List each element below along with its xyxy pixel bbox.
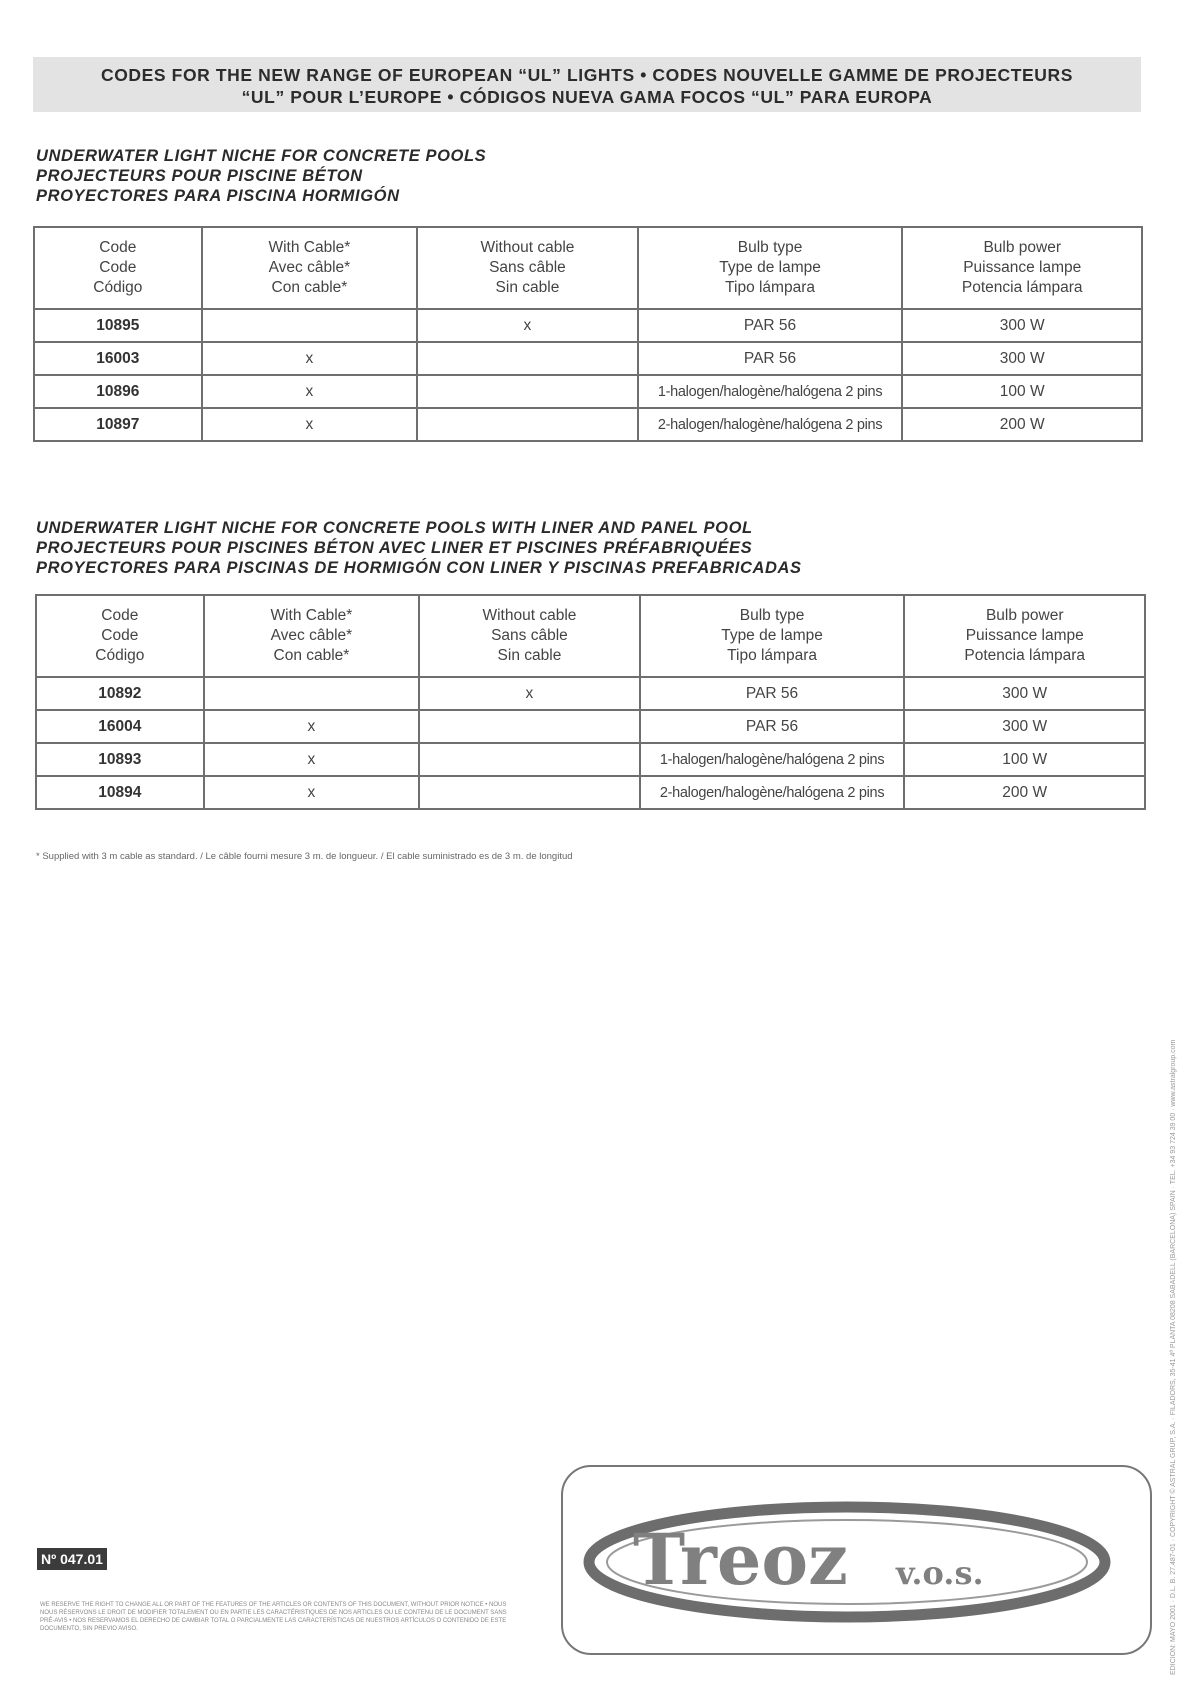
col-without-cable-header: Without cable Sans câble Sin cable <box>417 227 638 309</box>
table-row <box>34 375 1142 408</box>
section1-title-en: UNDERWATER LIGHT NICHE FOR CONCRETE POOLS <box>36 147 487 165</box>
col-without-cable-header: Without cable Sans câble Sin cable <box>419 595 640 677</box>
cell-bulb-type: PAR 56 <box>638 342 903 375</box>
logo-suffix-text: v.o.s. <box>896 1554 984 1592</box>
cell-code: 10896 <box>34 375 202 408</box>
header-band <box>33 57 1141 112</box>
cell-code: 10897 <box>34 408 202 441</box>
logo-stamp-frame <box>561 1465 1152 1655</box>
cell-code: 16003 <box>34 342 202 375</box>
cell-code: 10894 <box>36 776 204 809</box>
section1-title-es: PROYECTORES PARA PISCINA HORMIGÓN <box>36 187 400 205</box>
header-line-1: CODES FOR THE NEW RANGE OF EUROPEAN “UL” LIGHTS • CODES NOUVELLE GAMME DE PROJECTEURS <box>100 65 1074 85</box>
col-bulb-type-header: Bulb type Type de lampe Tipo lámpara <box>638 227 903 309</box>
cell-code: 10893 <box>36 743 204 776</box>
cell-without-cable: x <box>419 677 640 710</box>
section1-table <box>33 226 1143 442</box>
table-header-row <box>34 227 1142 309</box>
cell-with-cable: x <box>204 743 420 776</box>
col-with-cable-header: With Cable* Avec câble* Con cable* <box>202 227 418 309</box>
table-row <box>36 743 1145 776</box>
cell-without-cable <box>417 342 638 375</box>
cell-without-cable <box>417 375 638 408</box>
cell-with-cable: x <box>202 408 418 441</box>
cell-bulb-power: 200 W <box>902 408 1142 441</box>
cell-bulb-type: 1-halogen/halogène/halógena 2 pins <box>638 375 903 408</box>
cell-bulb-power: 300 W <box>902 309 1142 342</box>
cell-bulb-power: 300 W <box>904 710 1145 743</box>
cell-with-cable: x <box>204 710 420 743</box>
table-row <box>36 776 1145 809</box>
cell-without-cable: x <box>417 309 638 342</box>
table-row <box>34 408 1142 441</box>
table-row <box>36 677 1145 710</box>
section2-title-es: PROYECTORES PARA PISCINAS DE HORMIGÓN CON LINER Y PISCINAS PREFABRICADAS <box>36 559 802 577</box>
cell-bulb-type: PAR 56 <box>640 710 905 743</box>
col-bulb-power-header: Bulb power Puissance lampe Potencia lámpara <box>902 227 1142 309</box>
cell-with-cable <box>202 309 418 342</box>
section1-title <box>36 146 486 206</box>
cell-bulb-power: 100 W <box>902 375 1142 408</box>
col-bulb-power-header: Bulb power Puissance lampe Potencia lámpara <box>904 595 1145 677</box>
logo-main-text: Treoz <box>633 1518 848 1601</box>
cell-with-cable <box>204 677 420 710</box>
cell-code: 10892 <box>36 677 204 710</box>
cell-without-cable <box>419 710 640 743</box>
disclaimer-text: WE RESERVE THE RIGHT TO CHANGE ALL OR PART OF THE FEATURES OF THE ARTICLES OR CONTENTS OF THIS DOCUMENT, WITHOUT PRIOR NOTICE • NOUS NOUS RÉSERVONS LE DROIT DE MODIFIER TOTALEMENT OU EN PARTIE LES CARACTÉRISTIQUES DE NOS ARTICLES OU LE CONTENU DE LE DOCUMENT SANS PRÉ-AVIS • NOS RESERVAMOS EL DERECHO DE CAMBIAR TOTAL O PARCIALMENTE LAS CARACTERÍSTICAS DE NUESTROS ARTÍCULOS O CONTENIDO DE ESTE DOCUMENTO, SIN PREVIO AVISO. <box>40 1602 507 1632</box>
treoz-logo <box>563 1467 1150 1653</box>
section2-title-fr: PROJECTEURS POUR PISCINES BÉTON AVEC LINER ET PISCINES PRÉFABRIQUÉES <box>36 539 753 557</box>
section2-title <box>36 518 802 578</box>
cell-bulb-type: 2-halogen/halogène/halógena 2 pins <box>638 408 903 441</box>
cell-without-cable <box>417 408 638 441</box>
cell-bulb-power: 200 W <box>904 776 1145 809</box>
cell-without-cable <box>419 743 640 776</box>
cell-bulb-power: 300 W <box>902 342 1142 375</box>
section1-title-fr: PROJECTEURS POUR PISCINE BÉTON <box>36 167 363 185</box>
cell-with-cable: x <box>204 776 420 809</box>
cell-bulb-type: PAR 56 <box>640 677 905 710</box>
footnote: * Supplied with 3 m cable as standard. / Le câble fourni mesure 3 m. de longueur. / El cable suministrado es de 3 m. de longitud <box>36 851 573 862</box>
cell-bulb-type: 2-halogen/halogène/halógena 2 pins <box>640 776 905 809</box>
side-imprint: EDICION: MAYO 2001 · D.L. B. 27.487-01 · COPYRIGHT © ASTRAL GRUP, S.A. · FILADORS, 35-41 4ª PLANTA 08208 SABADELL (BARCELONA) SPAIN · TEL. +34 93 724 39 00 · www.astralgroup.com <box>1170 1039 1177 1675</box>
header-line-2: “UL” POUR L’EUROPE • CÓDIGOS NUEVA GAMA FOCOS “UL” PARA EUROPA <box>241 87 933 107</box>
section2-table <box>35 594 1146 810</box>
cell-bulb-power: 100 W <box>904 743 1145 776</box>
cell-code: 10895 <box>34 309 202 342</box>
cell-without-cable <box>419 776 640 809</box>
section2-title-en: UNDERWATER LIGHT NICHE FOR CONCRETE POOLS WITH LINER AND PANEL POOL <box>36 519 753 537</box>
cell-bulb-type: 1-halogen/halogène/halógena 2 pins <box>640 743 905 776</box>
col-code-header: Code Code Código <box>34 227 202 309</box>
table-row <box>36 710 1145 743</box>
cell-bulb-type: PAR 56 <box>638 309 903 342</box>
document-number-badge: Nº 047.01 <box>37 1548 107 1570</box>
cell-with-cable: x <box>202 342 418 375</box>
table-row <box>34 342 1142 375</box>
table-header-row <box>36 595 1145 677</box>
col-with-cable-header: With Cable* Avec câble* Con cable* <box>204 595 420 677</box>
table-row <box>34 309 1142 342</box>
col-code-header: Code Code Código <box>36 595 204 677</box>
cell-code: 16004 <box>36 710 204 743</box>
cell-with-cable: x <box>202 375 418 408</box>
col-bulb-type-header: Bulb type Type de lampe Tipo lámpara <box>640 595 905 677</box>
cell-bulb-power: 300 W <box>904 677 1145 710</box>
